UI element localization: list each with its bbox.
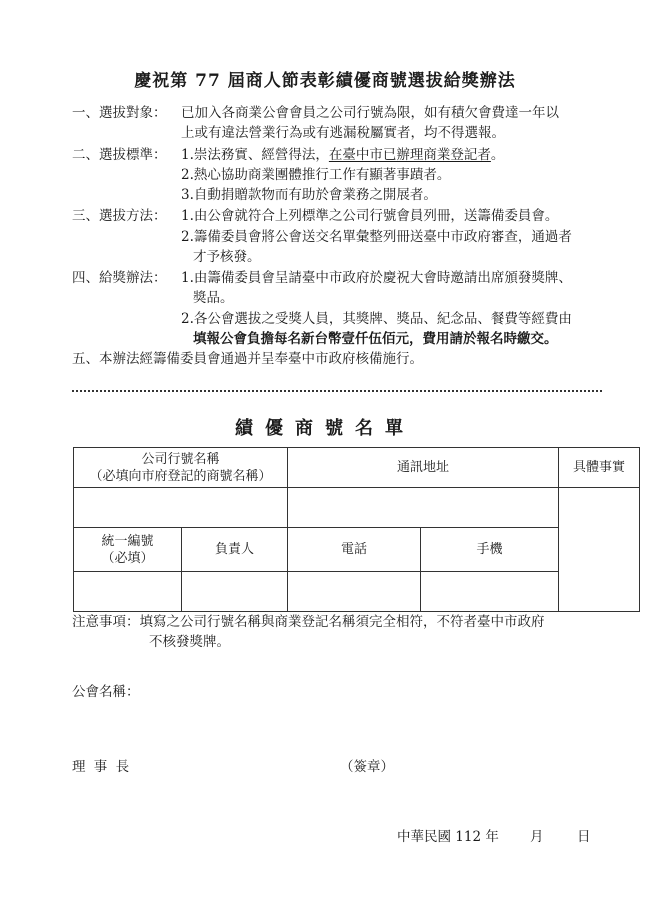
phone-cell[interactable]	[288, 572, 421, 612]
rule-2-item-3: 3.自動捐贈款物而有助於會業務之開展者。	[181, 187, 437, 203]
address-header: 通訊地址	[288, 448, 559, 488]
rule-3-number: 三、	[72, 208, 99, 224]
rule-4-item-1: 1.由籌備委員會呈請臺中市政府於慶祝大會時邀請出席頒發獎牌、	[181, 270, 572, 286]
notice-label: 注意事項：	[72, 614, 140, 630]
mobile-cell[interactable]	[421, 572, 559, 612]
rule-1-line-2: 上或有違法營業行為或有逃漏稅屬實者，均不得選報。	[181, 125, 505, 141]
rule-3-item-2: 2.籌備委員會將公會送交名單彙整列冊送臺中市政府審查，通過者	[181, 229, 572, 245]
rule-4-heading	[72, 268, 167, 288]
rule-3-label: 選拔方法：	[99, 208, 167, 224]
date-month: 月	[530, 829, 544, 845]
rule-3-item-2-cont: 才予核發。	[193, 249, 261, 265]
rule-5	[72, 349, 423, 369]
rule-5-text: 本辦法經籌備委員會通過并呈奉臺中市政府核備施行。	[99, 351, 423, 367]
rule-4-item-1-cont: 獎品。	[193, 290, 234, 306]
date-era-year: 中華民國 112 年	[397, 829, 499, 845]
rule-2-item-1-end: 。	[490, 147, 505, 163]
phone-header: 電話	[288, 528, 421, 572]
rule-1-heading	[72, 103, 167, 123]
company-name-header	[74, 448, 288, 488]
tax-id-cell[interactable]	[74, 572, 182, 612]
tax-id-note: （必填）	[101, 550, 154, 566]
nominee-table	[73, 447, 640, 612]
rule-1-label: 選拔對象：	[99, 105, 167, 121]
tax-id-label: 統一編號	[101, 533, 154, 549]
rule-4-item-2: 2.各公會選拔之受獎人員，其獎牌、獎品、紀念品、餐費等經費由	[181, 311, 572, 327]
rule-3-item-1: 1.由公會就符合上列標準之公司行號會員列冊，送籌備委員會。	[181, 208, 559, 224]
rule-2-number: 二、	[72, 147, 99, 163]
rule-4-label: 給獎辦法：	[99, 270, 167, 286]
rule-3-heading	[72, 206, 167, 226]
company-name-note: （必填向市府登記的商號名稱）	[89, 468, 272, 484]
chairman-label: 理 事 長	[72, 759, 132, 775]
rule-2-item-2: 2.熱心協助商業團體推行工作有顯著事蹟者。	[181, 167, 451, 183]
tax-id-header	[74, 528, 182, 572]
rule-4-number: 四、	[72, 270, 99, 286]
rule-1-number: 一、	[72, 105, 99, 121]
rule-2-item-1-text: 1.崇法務實、經營得法，	[181, 147, 329, 163]
rule-4-item-2-bold: 填報公會負擔每名新台幣壹仟伍佰元，費用請於報名時繳交。	[193, 331, 558, 347]
date-day: 日	[577, 829, 591, 845]
owner-header: 負責人	[182, 528, 288, 572]
rule-2-label: 選拔標準：	[99, 147, 167, 163]
stamp-label: （簽章）	[340, 759, 394, 775]
rule-5-number: 五、	[72, 351, 99, 367]
rule-2-item-1-underlined: 在臺中市已辦理商業登記者	[328, 147, 491, 163]
mobile-header: 手機	[421, 528, 559, 572]
facts-header: 具體事實	[559, 448, 640, 488]
dotted-divider	[72, 390, 602, 392]
address-cell[interactable]	[288, 488, 559, 528]
document-title: 慶祝第 77 屆商人節表彰績優商號選拔給獎辦法	[134, 71, 516, 91]
owner-cell[interactable]	[182, 572, 288, 612]
notice-text-1: 填寫之公司行號名稱與商業登記名稱須完全相符，不符者臺中市政府	[139, 614, 545, 630]
facts-cell[interactable]	[559, 488, 640, 612]
list-title: 績優商號名單	[235, 418, 415, 439]
company-name-cell[interactable]	[74, 488, 288, 528]
notice-line-2: 不核發獎牌。	[149, 634, 230, 650]
association-name-label: 公會名稱：	[72, 684, 140, 700]
company-name-label: 公司行號名稱	[141, 451, 220, 467]
rule-2-heading	[72, 145, 167, 165]
notice-line-1	[72, 612, 545, 632]
rule-2-item-1	[181, 145, 504, 165]
rule-1-line-1: 已加入各商業公會會員之公司行號為限，如有積欠會費達一年以	[181, 105, 559, 121]
